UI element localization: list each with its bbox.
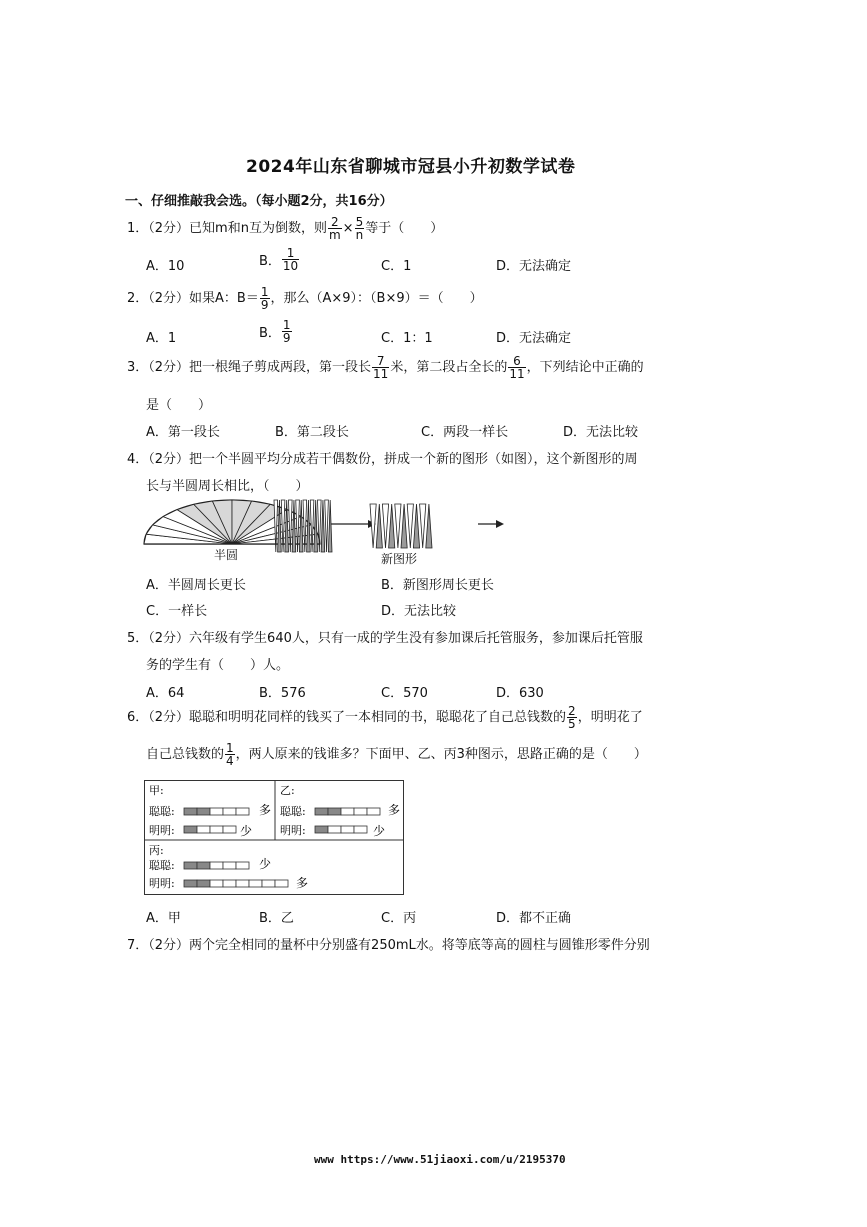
question-2	[127, 286, 483, 311]
fraction: $\frac{1}{9}$	[282, 318, 291, 345]
fig-label-new-shape: 新图形	[381, 552, 418, 566]
bar-cell	[328, 826, 341, 833]
label-duo: 多	[388, 803, 401, 817]
q6-option-d[interactable]: D．都不正确	[496, 911, 572, 926]
page-title: 2024年山东省聊城市冠县小升初数学试卷	[246, 157, 576, 177]
q2-option-b[interactable]	[259, 319, 293, 344]
footer-url[interactable]: www https://www.51jiaoxi.com/u/2195370	[314, 1153, 566, 1166]
fraction: $\frac{6}{11}$	[509, 354, 525, 381]
bar-cell	[354, 826, 367, 833]
fraction: $\frac{2}{5}$	[568, 704, 576, 731]
bar-cell	[262, 880, 275, 887]
q4-option-d[interactable]: D．无法比较	[381, 604, 457, 619]
q4-option-c[interactable]: C．一样长	[146, 604, 208, 619]
fig-label-semicircle: 半圆	[214, 548, 239, 562]
question-6-tail: ，明明花了	[577, 710, 643, 725]
label-cong-jia: 聪聪:	[149, 805, 175, 818]
q5-option-b[interactable]: B．576	[259, 686, 306, 701]
label-bing: 丙:	[149, 844, 164, 857]
times-sign: ×	[342, 221, 354, 236]
question-3	[127, 355, 644, 380]
question-1	[127, 216, 443, 241]
strip-triangle	[314, 500, 318, 552]
fraction: $\frac{1}{10}$	[282, 246, 299, 273]
label-duo: 多	[259, 803, 272, 817]
q5-option-a[interactable]: A．64	[146, 686, 185, 701]
label-ming-bing: 明明:	[149, 877, 175, 890]
bar-cell	[249, 880, 262, 887]
q6-option-c[interactable]: C．丙	[381, 911, 417, 926]
bar-cell	[328, 808, 341, 815]
label-jia: 甲:	[149, 784, 164, 797]
q6-option-a[interactable]: A．甲	[146, 911, 181, 926]
bar-cell	[210, 808, 223, 815]
q3-option-c[interactable]: C．两段一样长	[421, 425, 509, 440]
bar-cell	[197, 826, 210, 833]
bar-cell	[354, 808, 367, 815]
q6-diagram-box	[144, 780, 405, 896]
bar-cell	[341, 808, 354, 815]
bar-cell	[184, 808, 197, 815]
option-label: B．	[259, 326, 281, 341]
q4-option-a[interactable]: A．半圆周长更长	[146, 578, 246, 593]
label-cong-yi: 聪聪:	[280, 805, 306, 818]
bar-cell	[275, 880, 288, 887]
label-yi: 乙:	[280, 784, 295, 797]
bar-cell	[223, 880, 236, 887]
question-3-text: 3．（2分）把一根绳子剪成两段，第一段长	[127, 360, 372, 375]
bar-cell	[197, 880, 210, 887]
strip-triangle	[328, 500, 332, 552]
bar-cell	[223, 826, 236, 833]
q2-option-d[interactable]: D．无法确定	[496, 331, 572, 346]
q6-option-b[interactable]: B．乙	[259, 911, 294, 926]
strip-triangle	[413, 504, 419, 548]
question-6-line2	[146, 742, 647, 767]
question-6-tail-2: ，两人原来的钱谁多？下面甲、乙、丙3种图示，思路正确的是（ ）	[235, 747, 647, 762]
strip-triangle	[285, 500, 289, 552]
bar-cell	[236, 808, 249, 815]
bar-cell	[315, 808, 328, 815]
q3-option-a[interactable]: A．第一段长	[146, 425, 220, 440]
bar-cell	[210, 826, 223, 833]
strip-triangle	[325, 500, 329, 552]
question-6-line1	[127, 705, 643, 730]
strip-triangle	[321, 500, 325, 552]
label-duo: 多	[296, 876, 309, 890]
bar-cell	[210, 880, 223, 887]
strip-triangle	[299, 500, 303, 552]
semicircle-figure	[140, 496, 570, 568]
bar-cell	[223, 862, 236, 869]
bar-cell	[236, 862, 249, 869]
q5-option-d[interactable]: D．630	[496, 686, 544, 701]
bar-cell	[315, 826, 328, 833]
label-shao: 少	[373, 824, 386, 838]
bar-cell	[184, 862, 197, 869]
bar-cell	[367, 808, 380, 815]
label-shao: 少	[240, 824, 253, 838]
question-1-text: 1．（2分）已知m和n互为倒数，则	[127, 221, 327, 236]
question-4-line2: 长与半圆周长相比，（ ）	[146, 479, 309, 494]
strip-triangle	[389, 504, 395, 548]
strip-triangle	[401, 504, 407, 548]
question-4-line1: 4．（2分）把一个半圆平均分成若干偶数份，拼成一个新的图形（如图），这个新图形的周	[127, 452, 638, 467]
q3-option-b[interactable]: B．第二段长	[275, 425, 349, 440]
arrow-head-icon	[496, 520, 504, 528]
fraction: $\frac{5}{n}$	[355, 215, 364, 242]
strip-triangle	[395, 504, 401, 548]
question-5-line1: 5．（2分）六年级有学生640人，只有一成的学生没有参加课后托管服务，参加课后托管服	[127, 631, 643, 646]
q1-option-b[interactable]	[259, 247, 300, 272]
bar-cell	[236, 880, 249, 887]
question-3-tail: ，下列结论中正确的	[526, 360, 644, 375]
q2-option-a[interactable]: A．1	[146, 331, 177, 346]
fraction: $\frac{2}{m}$	[328, 215, 341, 242]
label-shao: 少	[259, 857, 272, 871]
question-3-line2: 是（ ）	[146, 398, 212, 413]
strip-triangle	[376, 504, 382, 548]
label-cong-bing: 聪聪:	[149, 859, 175, 872]
fraction: $\frac{1}{4}$	[226, 741, 234, 768]
label-ming-yi: 明明:	[280, 824, 306, 837]
question-7-line1: 7．（2分）两个完全相同的量杯中分别盛有250mL水。将等底等高的圆柱与圆锥形零件分别	[127, 938, 650, 953]
question-1-tail: 等于（ ）	[365, 221, 444, 236]
bar-cell	[184, 826, 197, 833]
bar-cell	[197, 862, 210, 869]
q1-option-d[interactable]: D．无法确定	[496, 259, 572, 274]
fraction: $\frac{1}{9}$	[260, 285, 269, 312]
bar-cell	[210, 862, 223, 869]
fraction: $\frac{7}{11}$	[373, 354, 389, 381]
strip-triangle	[292, 500, 296, 552]
strip-triangle	[420, 504, 426, 548]
strip-triangle	[382, 504, 388, 548]
strip-triangle	[407, 504, 413, 548]
option-label: B．	[259, 254, 281, 269]
strip-triangle	[426, 504, 432, 548]
bar-cell	[223, 808, 236, 815]
question-6-text: 6．（2分）聪聪和明明花同样的钱买了一本相同的书，聪聪花了自己总钱数的	[127, 710, 567, 725]
question-5-line2: 务的学生有（ ）人。	[146, 658, 290, 673]
question-6-text-2: 自己总钱数的	[146, 747, 225, 762]
bar-cell	[341, 826, 354, 833]
q4-option-b[interactable]: B．新图形周长更长	[381, 578, 494, 593]
rearranged-shape-2	[370, 504, 432, 548]
question-3-mid: 米，第二段占全长的	[390, 360, 508, 375]
question-2-tail: ，那么（A×9）：（B×9）＝（ ）	[270, 291, 483, 306]
q3-option-d[interactable]: D．无法比较	[563, 425, 639, 440]
q5-option-c[interactable]: C．570	[381, 686, 428, 701]
bar-cell	[184, 880, 197, 887]
strip-triangle	[307, 500, 311, 552]
q2-option-c[interactable]: C．1：1	[381, 331, 433, 346]
section-heading: 一、仔细推敲我会选。（每小题2分，共16分）	[125, 194, 393, 209]
q1-option-c[interactable]: C．1	[381, 259, 412, 274]
question-2-text: 2．（2分）如果A：B＝	[127, 291, 259, 306]
label-ming-jia: 明明:	[149, 824, 175, 837]
q1-option-a[interactable]: A．10	[146, 259, 185, 274]
bar-cell	[197, 808, 210, 815]
